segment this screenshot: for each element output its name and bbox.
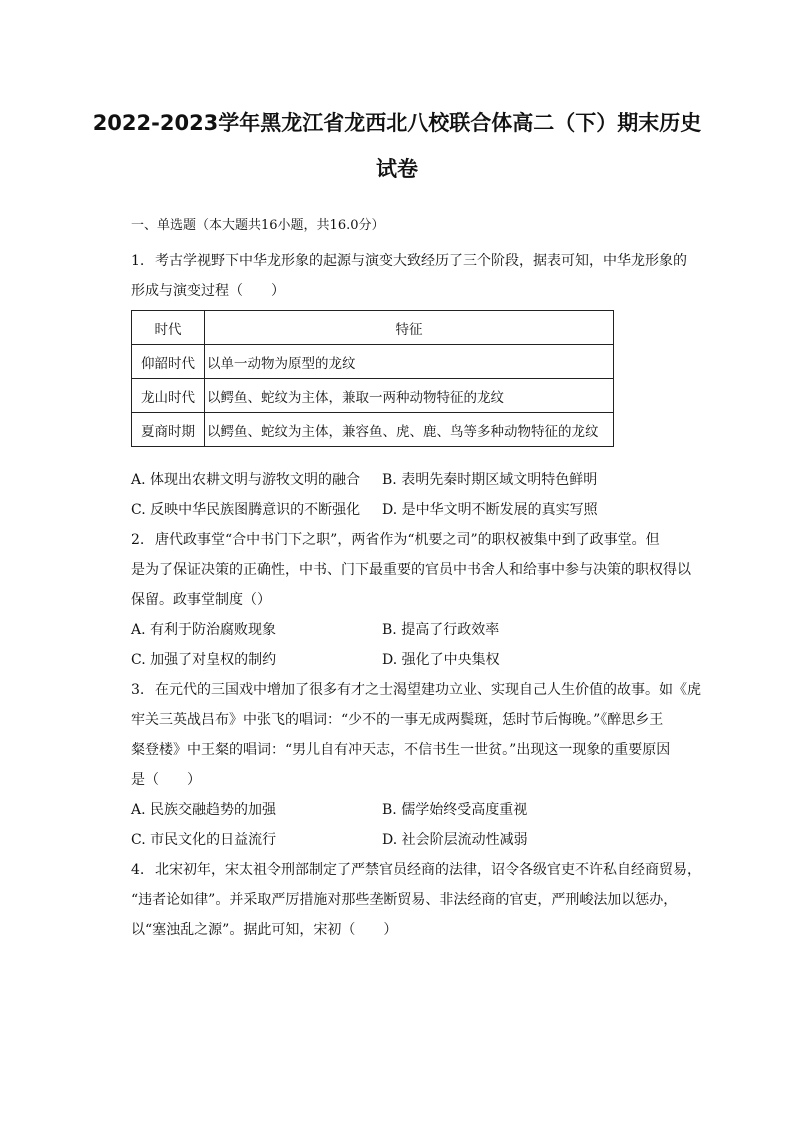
title-line-1: 2022-2023学年黑龙江省龙西北八校联合体高二（下）期末历史 — [92, 111, 702, 135]
table-cell: 以单一动物为原型的龙纹 — [205, 345, 614, 379]
title-line-2: 试卷 — [376, 157, 418, 181]
question-number: 1. — [131, 253, 145, 269]
table-cell: 以鳄鱼、蛇纹为主体，兼取一两种动物特征的龙纹 — [205, 379, 614, 413]
table-header-cell: 特征 — [205, 311, 614, 345]
question-stem-line: 是（ ） — [131, 772, 201, 788]
question-number: 2. — [131, 532, 145, 548]
question-stem-line: 形成与演变过程（ ） — [131, 283, 285, 299]
question-stem-line: 牢关三英战吕布》中张飞的唱词：“少不的一事无成两鬓斑，恁时节后悔晚。”《醉思乡王 — [131, 712, 664, 728]
options-row — [131, 465, 701, 495]
exam-title — [80, 100, 714, 192]
option-b[interactable]: B. 表明先秦时期区域文明特色鲜明 — [382, 472, 598, 488]
option-d[interactable]: D. 社会阶层流动性减弱 — [382, 832, 528, 848]
question-3 — [131, 675, 701, 855]
table-row — [132, 413, 614, 447]
table-header-cell: 时代 — [132, 311, 205, 345]
option-b[interactable]: B. 儒学始终受高度重视 — [382, 802, 528, 818]
option-d[interactable]: D. 强化了中央集权 — [382, 652, 500, 668]
question-stem-line: 2. 唐代政事堂“合中书门下之职”，两省作为“机要之司”的职权被集中到了政事堂。但 — [131, 525, 701, 555]
question-4 — [131, 855, 701, 945]
section-heading: 一、单选题（本大题共16小题，共16.0分） — [131, 218, 385, 233]
options-row — [131, 795, 701, 825]
option-c[interactable]: C. 市民文化的日益流行 — [131, 832, 277, 848]
question-2 — [131, 525, 701, 675]
question-stem-line: 粲登楼》中王粲的唱词：“男儿自有冲天志，不信书生一世贫。”出现这一现象的重要原因 — [131, 742, 671, 758]
option-a[interactable]: A. 有利于防治腐败现象 — [131, 622, 277, 638]
question-stem-line: 是为了保证决策的正确性，中书、门下最重要的官员中书舍人和给事中参与决策的职权得以 — [131, 562, 691, 578]
era-feature-table — [131, 310, 614, 447]
option-b[interactable]: B. 提高了行政效率 — [382, 622, 500, 638]
option-a[interactable]: A. 体现出农耕文明与游牧文明的融合 — [131, 472, 361, 488]
question-number: 4. — [131, 862, 145, 878]
table-row — [132, 379, 614, 413]
table-header-row — [132, 311, 614, 345]
question-number: 3. — [131, 682, 145, 698]
table-row — [132, 345, 614, 379]
table-cell: 夏商时期 — [132, 413, 205, 447]
exam-body — [131, 216, 701, 945]
option-c[interactable]: C. 加强了对皇权的制约 — [131, 652, 277, 668]
table-cell: 仰韶时代 — [132, 345, 205, 379]
table-cell: 龙山时代 — [132, 379, 205, 413]
options-row — [131, 825, 701, 855]
options-row — [131, 645, 701, 675]
table-cell: 以鳄鱼、蛇纹为主体，兼容鱼、虎、鹿、鸟等多种动物特征的龙纹 — [205, 413, 614, 447]
question-stem-line: “违者论如律”。并采取严厉措施对那些垄断贸易、非法经商的官吏，严刑峻法加以惩办， — [131, 892, 678, 908]
options-row — [131, 615, 701, 645]
option-d[interactable]: D. 是中华文明不断发展的真实写照 — [382, 502, 598, 518]
option-c[interactable]: C. 反映中华民族图腾意识的不断强化 — [131, 502, 361, 518]
question-1 — [131, 246, 701, 525]
question-stem-line: 3. 在元代的三国戏中增加了很多有才之士渴望建功立业、实现自己人生价值的故事。如《虎 — [131, 675, 701, 705]
question-stem-line: 1. 考古学视野下中华龙形象的起源与演变大致经历了三个阶段，据表可知，中华龙形象的 — [131, 246, 701, 276]
options-row — [131, 495, 701, 525]
option-a[interactable]: A. 民族交融趋势的加强 — [131, 802, 277, 818]
question-stem-line: 4. 北宋初年，宋太祖令刑部制定了严禁官员经商的法律，诏令各级官吏不许私自经商贸易， — [131, 855, 701, 885]
question-stem-line: 保留。政事堂制度（） — [131, 592, 271, 608]
question-stem-line: 以“塞浊乱之源”。据此可知，宋初（ ） — [131, 922, 398, 938]
